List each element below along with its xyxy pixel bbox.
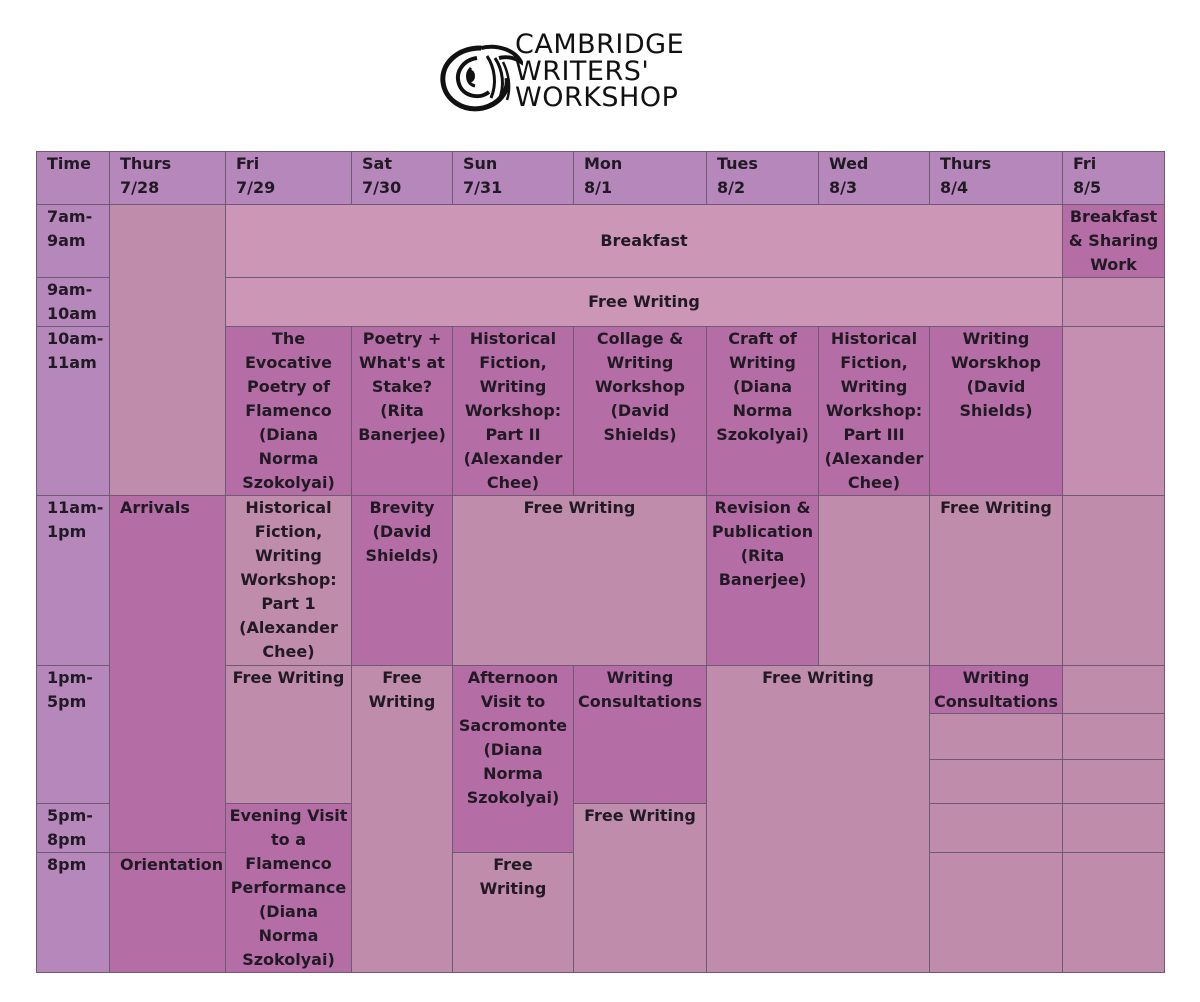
- empty-cell: [1063, 804, 1165, 853]
- event-wed-10: Historical Fiction, Writing Workshop: Part III (Alexander Chee): [819, 327, 930, 496]
- event-tue-11: Revision & Publication (Rita Banerjee): [707, 496, 819, 666]
- empty-subcell: [1063, 666, 1164, 714]
- time-cell: 7am- 9am: [37, 205, 110, 278]
- split-cell: [1063, 666, 1165, 804]
- event-thu2-1: Writing Consultations: [930, 666, 1062, 714]
- event-thu2-10: Writing Worskhop (David Shields): [930, 327, 1063, 496]
- header-day: Wed 8/3: [819, 152, 930, 205]
- event-sun-1: Afternoon Visit to Sacromonte (Diana Norma Szokolyai): [453, 666, 574, 853]
- event-orientation: Orientation: [110, 853, 226, 973]
- empty-subcell: [930, 760, 1062, 803]
- header-day: Thurs 8/4: [930, 152, 1063, 205]
- time-cell: 9am- 10am: [37, 278, 110, 327]
- header-day: Sun 7/31: [453, 152, 574, 205]
- empty-subcell: [1063, 714, 1164, 760]
- time-cell: 10am- 11am: [37, 327, 110, 496]
- header-day: Mon 8/1: [574, 152, 707, 205]
- empty-cell: [930, 853, 1063, 973]
- logo-wordmark: CAMBRIDGE WRITERS' WORKSHOP: [515, 29, 685, 113]
- event-sat-10: Poetry + What's at Stake? (Rita Banerjee): [352, 327, 453, 496]
- workshop-schedule-table: [36, 151, 1165, 973]
- header-day: Sat 7/30: [352, 152, 453, 205]
- empty-cell: [1063, 496, 1165, 666]
- header-time: Time: [37, 152, 110, 205]
- header-day: Fri 7/29: [226, 152, 352, 205]
- time-cell: 11am- 1pm: [37, 496, 110, 666]
- event-fri-10: The Evocative Poetry of Flamenco (Diana Norma Szokolyai): [226, 327, 352, 496]
- empty-cell: [930, 804, 1063, 853]
- event-fri-5: Evening Visit to a Flamenco Performance (Diana Norma Szokolyai): [226, 804, 352, 973]
- empty-cell: [1063, 327, 1165, 496]
- time-cell: 1pm- 5pm: [37, 666, 110, 804]
- swirl-logo-icon: [437, 38, 523, 118]
- cambridge-writers-workshop-logo: [437, 29, 727, 120]
- row-7am: [37, 205, 1165, 278]
- event-breakfast: Breakfast: [226, 205, 1063, 278]
- event-fri-11: Historical Fiction, Writing Workshop: Part 1 (Alexander Chee): [226, 496, 352, 666]
- split-cell: [930, 666, 1063, 804]
- event-free-writing: Free Writing: [574, 804, 707, 973]
- event-free-writing: Free Writing: [707, 666, 930, 973]
- header-row: [37, 152, 1165, 205]
- time-cell: 8pm: [37, 853, 110, 973]
- event-free-writing: Free Writing: [930, 496, 1063, 666]
- row-11am: [37, 496, 1165, 666]
- header-day: Thurs 7/28: [110, 152, 226, 205]
- empty-cell: [110, 205, 226, 496]
- event-free-writing: Free Writing: [226, 666, 352, 804]
- event-arrivals: Arrivals: [110, 496, 226, 853]
- header-day: Tues 8/2: [707, 152, 819, 205]
- event-mon-10: Collage & Writing Workshop (David Shields): [574, 327, 707, 496]
- event-tue-10: Craft of Writing (Diana Norma Szokolyai): [707, 327, 819, 496]
- event-mon-1: Writing Consultations: [574, 666, 707, 804]
- time-cell: 5pm- 8pm: [37, 804, 110, 853]
- event-free-writing: Free Writing: [453, 496, 707, 666]
- event-breakfast-sharing: Breakfast & Sharing Work: [1063, 205, 1165, 278]
- empty-cell: [1063, 278, 1165, 327]
- header-day: Fri 8/5: [1063, 152, 1165, 205]
- event-sat-1: Free Writing: [352, 666, 453, 973]
- empty-cell: [819, 496, 930, 666]
- event-sat-11: Brevity (David Shields): [352, 496, 453, 666]
- empty-subcell: [1063, 760, 1164, 803]
- event-free-writing: Free Writing: [226, 278, 1063, 327]
- empty-subcell: [930, 714, 1062, 760]
- empty-cell: [1063, 853, 1165, 973]
- event-sun-8: Free Writing: [453, 853, 574, 973]
- event-sun-10: Historical Fiction, Writing Workshop: Part II (Alexander Chee): [453, 327, 574, 496]
